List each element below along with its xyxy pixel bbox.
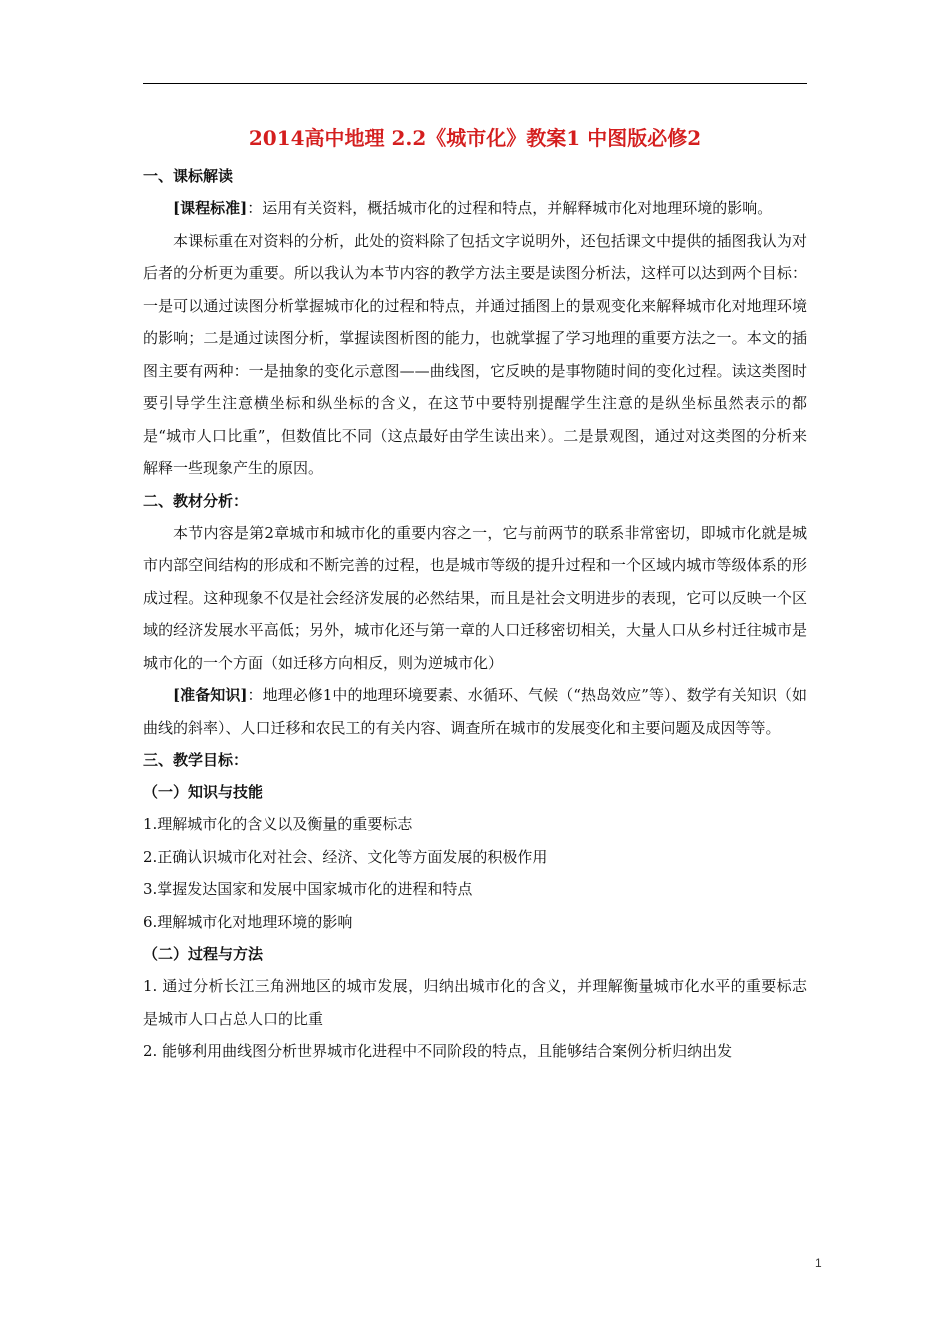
- standard-text: ：运用有关资料，概括城市化的过程和特点，并解释城市化对地理环境的影响。: [247, 199, 773, 217]
- paragraph-prior-knowledge: [143, 679, 807, 744]
- prior-knowledge-label: [准备知识]: [173, 686, 248, 704]
- document-body: [143, 118, 807, 1068]
- subheading-knowledge-skills: （一）知识与技能: [143, 783, 264, 801]
- header-rule: [143, 83, 807, 84]
- list-item: 1. 通过分析长江三角洲地区的城市发展，归纳出城市化的含义，并理解衡量城市化水平的重要标志是城市人口占总人口的比重: [143, 977, 807, 1028]
- list-item: 2.正确认识城市化对社会、经济、文化等方面发展的积极作用: [143, 847, 548, 866]
- paragraph-textbook-analysis: 本节内容是第2章城市和城市化的重要内容之一，它与前两节的联系非常密切，即城市化就是城市内部空间结构的形成和不断完善的过程，也是城市等级的提升过程和一个区域内城市等级体系的形成过程。这种现象不仅是社会经济发展的必然结果，而且是社会文明进步的表现，它可以反映一个区域的经济发展水平高低；另外，城市化还与第一章的人口迁移密切相关，大量人口从乡村迁往城市是城市化的一个方面（如迁移方向相反，则为逆城市化）: [143, 523, 807, 672]
- section-heading-curriculum: 一、课标解读: [143, 167, 234, 185]
- paragraph-curriculum-standard: [143, 192, 807, 225]
- list-item: 6.理解城市化对地理环境的影响: [143, 912, 353, 931]
- list-item: 2. 能够利用曲线图分析世界城市化进程中不同阶段的特点，且能够结合案例分析归纳出发: [143, 1042, 733, 1060]
- section-heading-textbook: 二、教材分析：: [143, 491, 249, 510]
- page-number: 1: [815, 1256, 822, 1270]
- list-item: 3.掌握发达国家和发展中国家城市化的进程和特点: [143, 880, 473, 898]
- subheading-process-methods: （二）过程与方法: [143, 945, 264, 963]
- prior-knowledge-text: ：地理必修1中的地理环境要素、水循环、气候（“热岛效应”等）、数学有关知识（如曲线的斜率）、人口迁移和农民工的有关内容、调查所在城市的发展变化和主要问题及成因等等。: [143, 686, 807, 737]
- standard-label: [课程标准]: [173, 199, 248, 217]
- document-title: 2014高中地理 2.2《城市化》教案1 中图版必修2: [248, 126, 702, 150]
- list-item: 1.理解城市化的含义以及衡量的重要标志: [143, 815, 413, 833]
- section-heading-objectives: 三、教学目标：: [143, 751, 249, 769]
- paragraph-standard-analysis: 本课标重在对资料的分析，此处的资料除了包括文字说明外，还包括课文中提供的插图我认为对后者的分析更为重要。所以我认为本节内容的教学方法主要是读图分析法，这样可以达到两个目标：一是可以通过读图分析掌握城市化的过程和特点，并通过插图上的景观变化来解释城市化对地理环境的影响；二是通过读图分析，掌握读图析图的能力，也就掌握了学习地理的重要方法之一。本文的插图主要有两种：一是抽象的变化示意图——曲线图，它反映的是事物随时间的变化过程。读这类图时要引导学生注意横坐标和纵坐标的含义，在这节中要特别提醒学生注意的是纵坐标虽然表示的都是“城市人口比重”，但数值比不同（这点最好由学生读出来）。二是景观图，通过对这类图的分析来解释一些现象产生的原因。: [143, 231, 807, 477]
